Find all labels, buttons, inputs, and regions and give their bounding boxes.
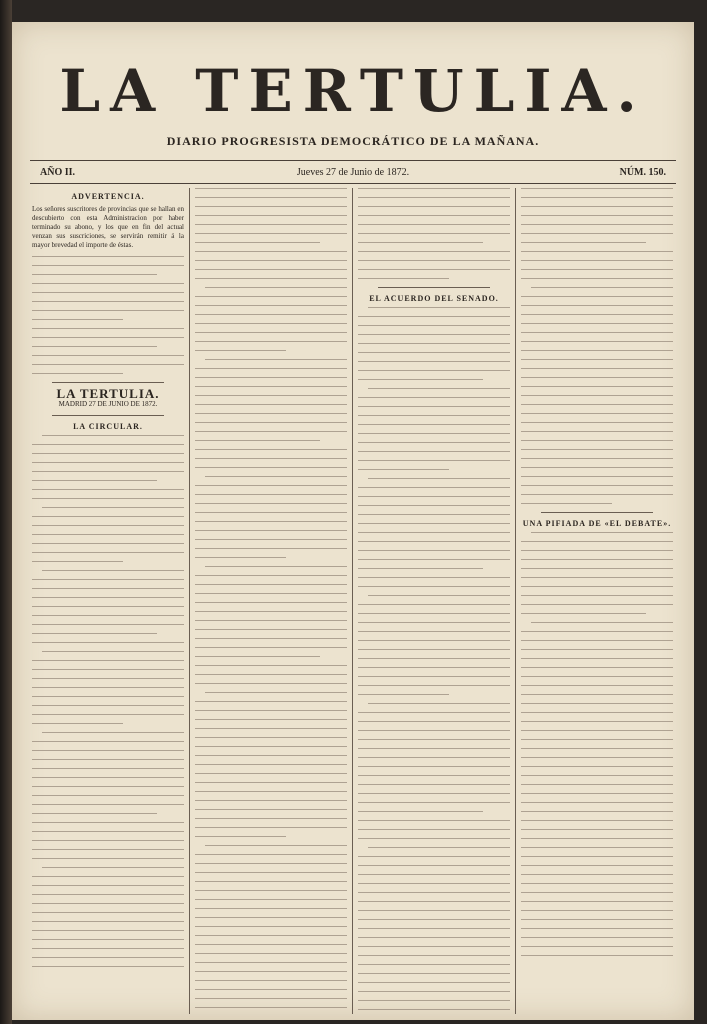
column-3 — [358, 188, 510, 1014]
column-separator-2 — [52, 415, 164, 416]
column-separator-3 — [378, 287, 490, 288]
column-2-text — [195, 188, 347, 1014]
issue-number: NÚM. 150. — [619, 167, 666, 178]
newspaper-page — [12, 22, 694, 1020]
issue-meta — [30, 164, 676, 182]
column-rule-2 — [352, 188, 353, 1014]
masthead-title: LA TERTULIA. — [59, 57, 647, 125]
top-rule — [30, 160, 676, 161]
column-2 — [195, 188, 347, 1014]
column-separator-4 — [541, 512, 653, 513]
pifiada-text — [521, 532, 673, 956]
advert-text: Los señores suscritores de provincias que se hallan en descubierto con esta Administracion por haber terminado su abono, y los que en fin del actual venzan sus suscriciones, se servirán remitir á la mayor brevedad el importe de éstas. — [32, 205, 184, 249]
advert-heading: ADVERTENCIA. — [71, 192, 145, 201]
column-1 — [32, 188, 184, 1014]
issue-date: Jueves 27 de Junio de 1872. — [296, 167, 410, 178]
column-rule-1 — [189, 188, 190, 1014]
section-date: MADRID 27 DE JUNIO DE 1872. — [58, 400, 158, 408]
section-title: LA TERTULIA. — [56, 386, 160, 401]
pifiada-heading: UNA PIFIADA DE «EL DEBATE». — [522, 519, 672, 528]
column-4-top-text — [521, 188, 673, 504]
issue-year: AÑO II. — [40, 167, 76, 178]
column-4 — [521, 188, 673, 1014]
acuerdo-heading: EL ACUERDO DEL SENADO. — [369, 294, 499, 303]
column-separator — [52, 382, 164, 383]
meta-bottom-rule — [30, 183, 676, 184]
circular-heading: LA CIRCULAR. — [73, 422, 143, 431]
page-edge — [0, 0, 12, 1024]
masthead-subtitle: DIARIO PROGRESISTA DEMOCRÁTICO DE LA MAÑANA. — [166, 134, 540, 148]
column-3-top-text — [358, 188, 510, 279]
circular-text — [32, 435, 184, 967]
column-rule-3 — [515, 188, 516, 1014]
acuerdo-text — [358, 307, 510, 1014]
advert-text-continued — [32, 256, 184, 374]
